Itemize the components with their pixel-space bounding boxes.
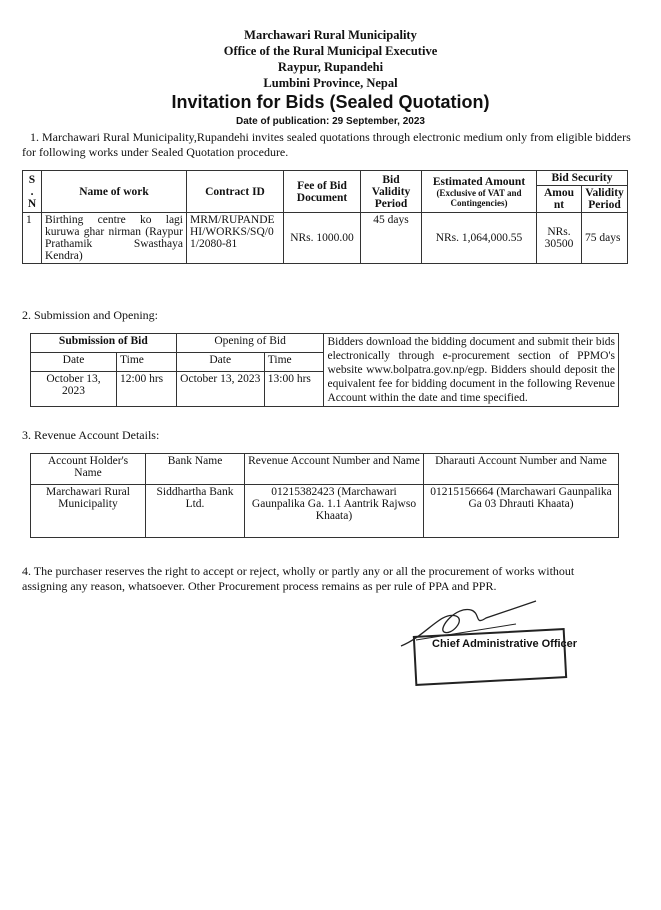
- col-fee-header: Fee of Bid Document: [284, 171, 361, 213]
- col-sec-validity-header: Validity Period: [582, 186, 628, 213]
- office-location: Raypur, Rupandehi: [277, 60, 384, 74]
- publication-date: Date of publication: 29 September, 2023: [236, 116, 425, 127]
- dharauti-account: 01215156664 (Marchawari Gaunpalika Ga 03 Dhrauti Khaata): [424, 485, 619, 538]
- row-sn: 1: [23, 213, 42, 264]
- row-name: Birthing centre ko lagi kuruwa ghar nirman (Raypur Prathamik Swasthaya Kendra): [42, 213, 187, 264]
- col-sn-header: S . N: [23, 171, 42, 213]
- row-validity: 45 days: [361, 213, 422, 264]
- row-sec-validity: 75 days: [582, 213, 628, 264]
- sub-time-header: Time: [117, 353, 177, 372]
- row-fee: NRs. 1000.00: [284, 213, 361, 264]
- sub-date: October 13, 2023: [31, 372, 117, 407]
- sub-date-header: Date: [31, 353, 117, 372]
- dharauti-header: Dharauti Account Number and Name: [424, 454, 619, 485]
- section-3-title: 3. Revenue Account Details:: [22, 428, 160, 442]
- open-time: 13:00 hrs: [264, 372, 324, 407]
- row-estimated: NRs. 1,064,000.55: [422, 213, 537, 264]
- col-validity-header: Bid Validity Period: [361, 171, 422, 213]
- col-estimated-header: [422, 171, 537, 213]
- province-line: Lumbini Province, Nepal: [263, 76, 398, 90]
- municipality-name: Marchawari Rural Municipality: [244, 28, 417, 42]
- estimated-label: Estimated Amount: [432, 175, 526, 188]
- revenue-table: [30, 453, 619, 538]
- section-4-text: 4. The purchaser reserves the right to accept or reject, wholly or partly any or all the procurement of works without assigning any reason, whatsoever. Other Procurement process remains as per rule of PPA and PPR.: [22, 564, 575, 593]
- col-security-header: Bid Security: [537, 171, 628, 186]
- bank-name: Siddhartha Bank Ltd.: [146, 485, 245, 538]
- revenue-header: Revenue Account Number and Name: [245, 454, 424, 485]
- submission-note: Bidders download the bidding document and submit their bids electronically through e-procurement section of PPMO's website www.bolpatra.gov.np/egp. Bidders should deposit the equivalent fee for bidding document in the following Revenue Account within the date and time specified.: [324, 334, 619, 407]
- works-table: [22, 170, 628, 264]
- holder-header: Account Holder's Name: [31, 454, 146, 485]
- open-date: October 13, 2023: [176, 372, 264, 407]
- document-title: Invitation for Bids (Sealed Quotation): [171, 92, 490, 112]
- submission-header: Submission of Bid: [31, 334, 177, 353]
- holder-name: Marchawari Rural Municipality: [31, 485, 146, 538]
- sub-time: 12:00 hrs: [117, 372, 177, 407]
- col-amount-header: Amou nt: [537, 186, 582, 213]
- signatory-title: Chief Administrative Officer: [432, 638, 578, 650]
- table-row: [31, 485, 619, 538]
- col-contract-header: Contract ID: [187, 171, 284, 213]
- open-time-header: Time: [264, 353, 324, 372]
- table-row: [23, 213, 628, 264]
- row-amount: NRs. 30500: [537, 213, 582, 264]
- section-2-title: 2. Submission and Opening:: [22, 308, 159, 322]
- official-stamp-icon: [413, 628, 567, 686]
- office-name: Office of the Rural Municipal Executive: [223, 44, 438, 58]
- estimated-note: (Exclusive of VAT and Contingencies): [436, 187, 522, 208]
- open-date-header: Date: [176, 353, 264, 372]
- bank-header: Bank Name: [146, 454, 245, 485]
- section-1-text: 1. Marchawari Rural Municipality,Rupandehi invites sealed quotations through electronic medium only from eligible bidders for following works under Sealed Quotation procedure.: [22, 130, 631, 159]
- row-contract: MRM/RUPANDEHI/WORKS/SQ/01/2080-81: [187, 213, 284, 264]
- opening-header: Opening of Bid: [176, 334, 324, 353]
- submission-table: [30, 333, 619, 407]
- revenue-account: 01215382423 (Marchawari Gaunpalika Ga. 1.1 Aantrik Rajwso Khaata): [245, 485, 424, 538]
- col-name-header: Name of work: [42, 171, 187, 213]
